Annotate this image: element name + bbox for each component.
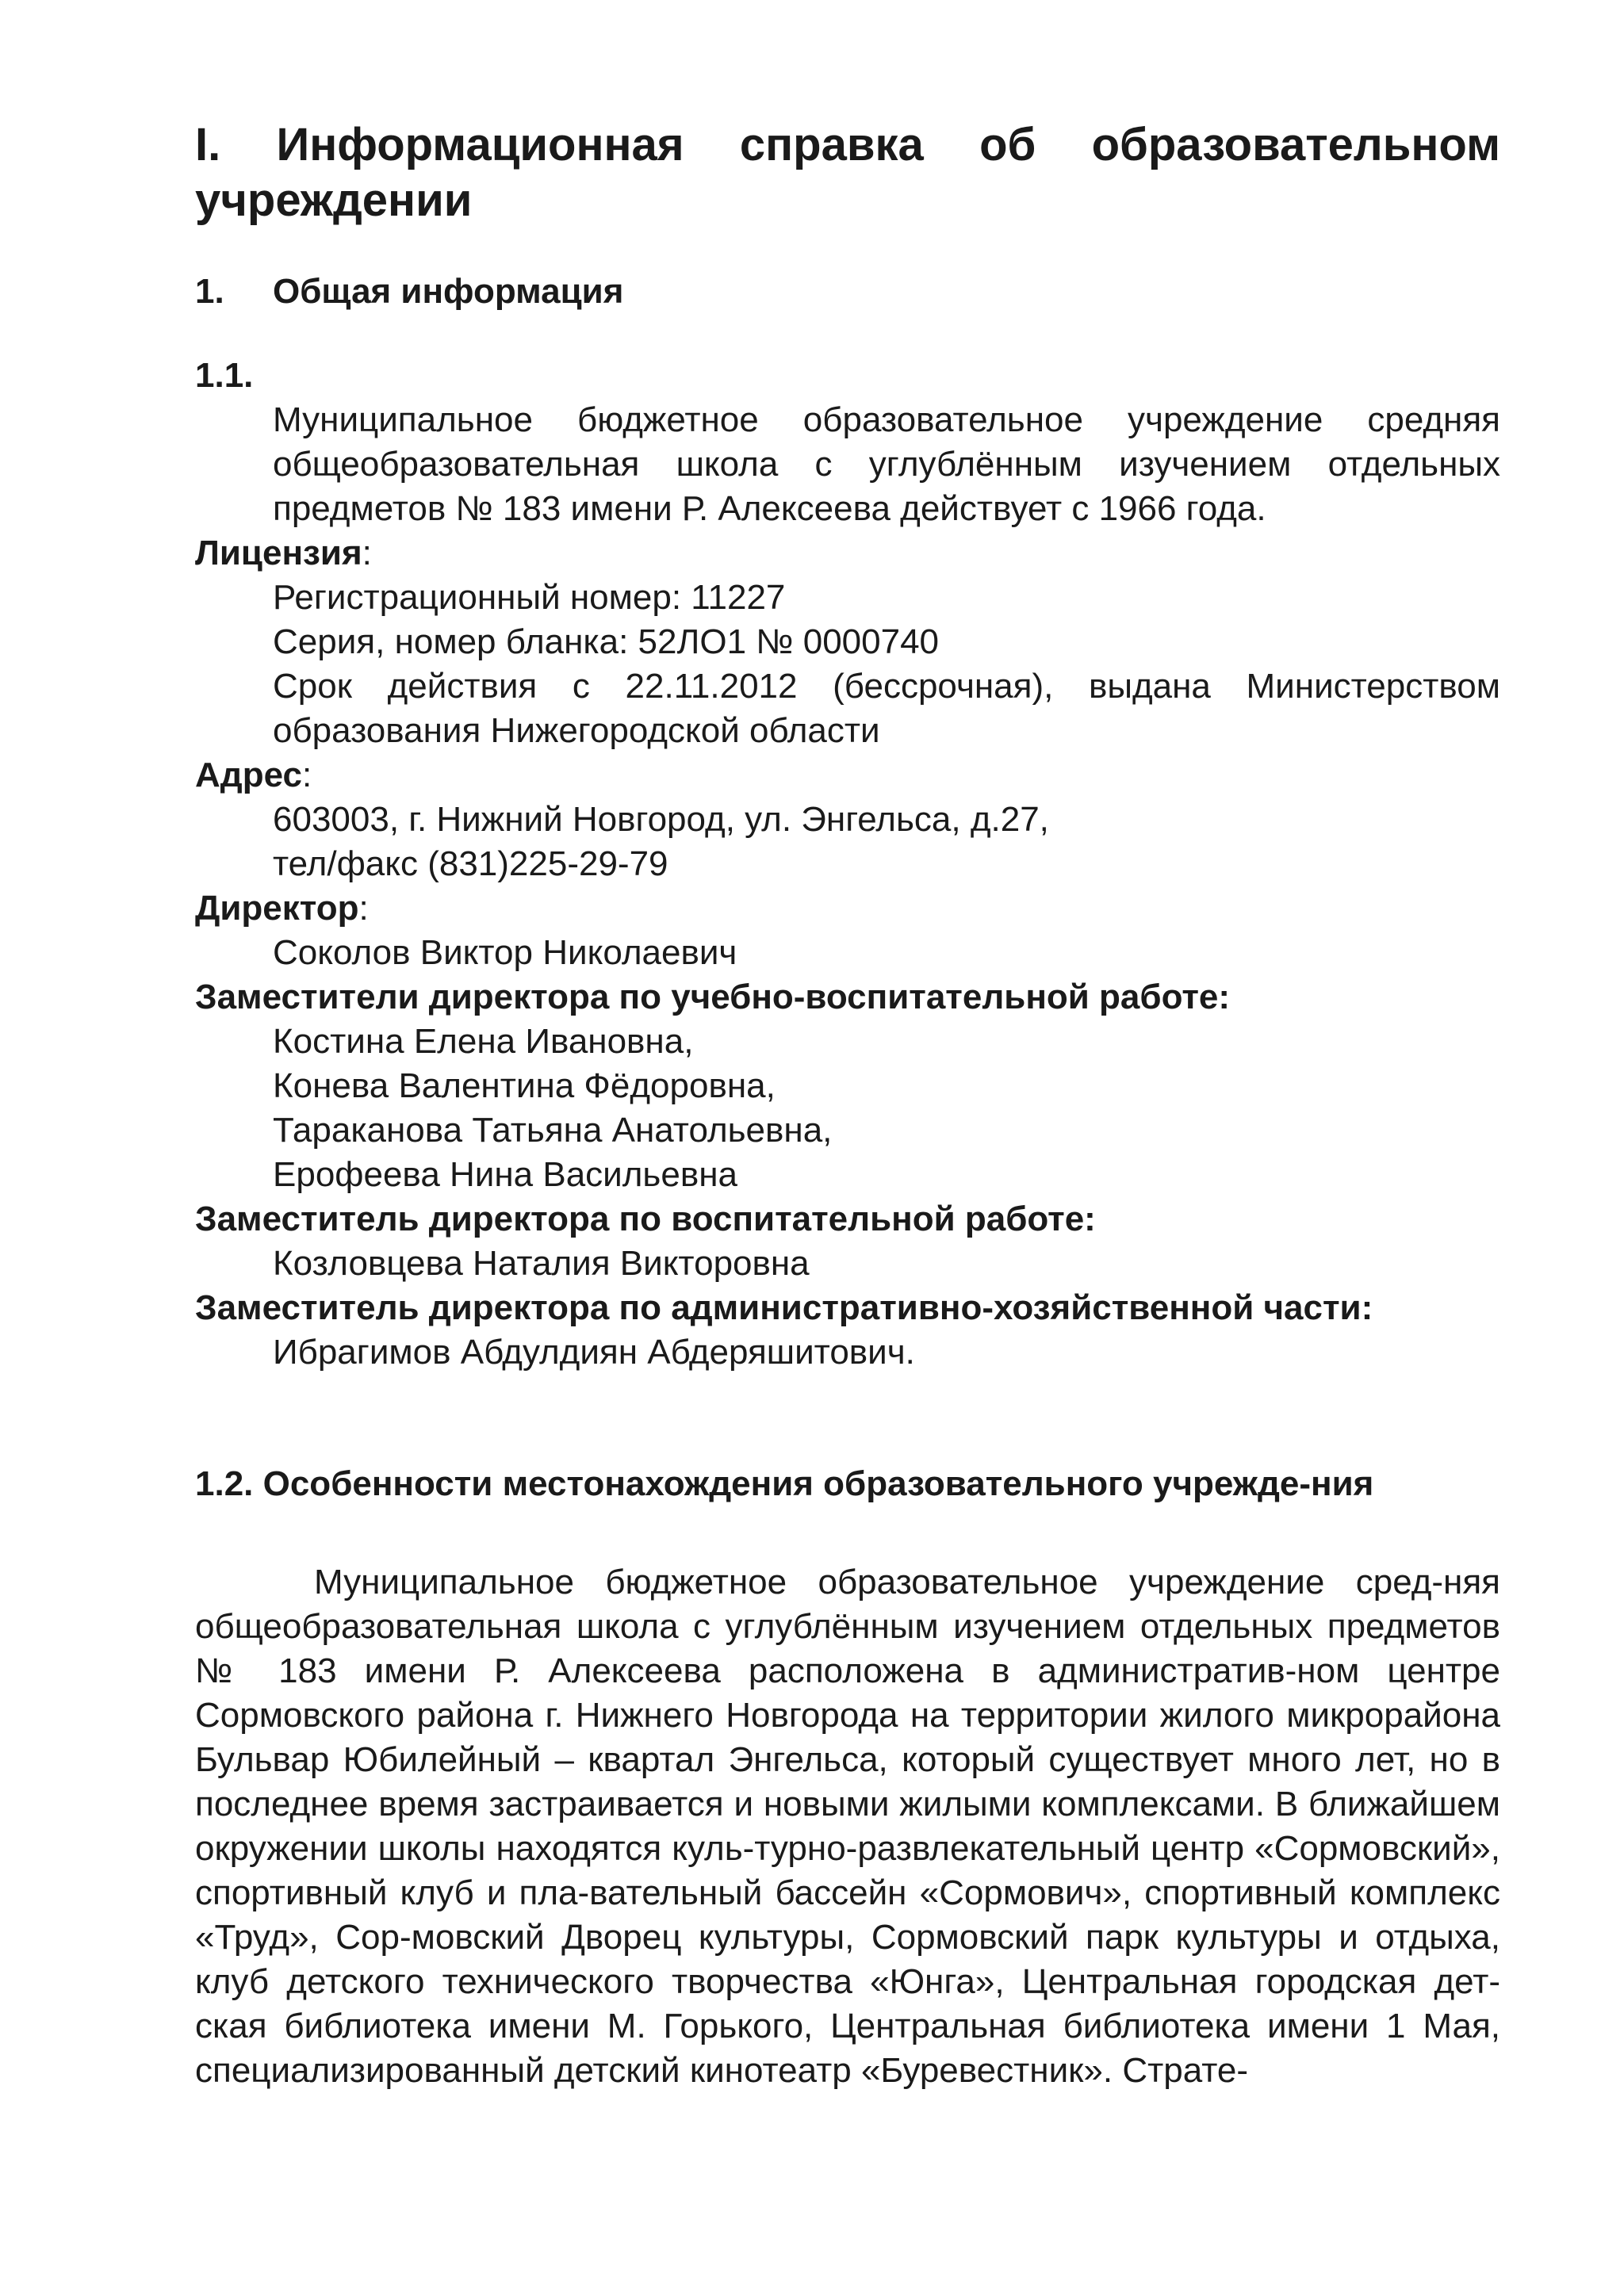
address-street: 603003, г. Нижний Новгород, ул. Энгельса, д.27, [273,800,1049,839]
section-1-2-body: Муниципальное бюджетное образовательное учреждение сред-няя общеобразовательная школа с углублённым изучением отдельных предметов № 183 имени Р. Алексеева расположена в административ-ном центре Сормовского района г. Нижнего Новгорода на территории жилого микрорайона Бульвар Юбилейный – квартал Энгельса, который существует много лет, но в последнее время застраивается и новыми жилыми комплексами. В ближайшем окружении школы находятся куль-турно-развлекательный центр «Сормовский», спортивный клуб и пла-вательный бассейн «Сормович», спортивный комплекс «Труд», Сор-мовский Дворец культуры, Сормовский парк культуры и отдыха, клуб детского технического творчества «Юнга», Центральная городская дет-ская библиотека имени М. Горького, Центральная библиотека имени 1 Мая, специализированный детский кинотеатр «Буревестник». Страте- [195,1563,1500,2090]
deputy-edu-name: Конева Валентина Фёдоровна, [273,1066,776,1105]
deputy-upbringing-label: Заместитель директора по воспитательной работе: [195,1200,1096,1238]
director-name: Соколов Виктор Николаевич [273,933,737,972]
section-1-heading [195,270,1500,314]
license-reg-number: Регистрационный номер: 11227 [273,578,786,617]
deputy-edu-name: Ерофеева Нина Васильевна [273,1155,737,1194]
license-series: Серия, номер бланка: 52ЛО1 № 0000740 [273,622,940,661]
license-validity: Срок действия с 22.11.2012 (бессрочная), выдана Министерством образования Нижегородской области [273,667,1500,750]
deputy-admin-label: Заместитель директора по административно-хозяйственной части: [195,1288,1373,1327]
deputies-edu-label: Заместители директора по учебно-воспитательной работе: [195,978,1231,1016]
section-1-1-number: 1.1. [195,356,254,395]
deputy-upbringing-name: Козловцева Наталия Викторовна [273,1244,810,1283]
section-1-1-intro: Муниципальное бюджетное образовательное учреждение средняя общеобразовательная школа с углублённым изучением отдельных предметов № 183 имени Р. Алексеева действует с 1966 года. [273,400,1500,528]
document-page [195,117,1500,2093]
section-1-2-heading: 1.2. Особенности местонахождения образовательного учрежде-ния [195,1464,1374,1503]
license-label: Лицензия: [195,534,372,572]
address-label: Адрес: [195,756,312,794]
section-1-number: 1. [195,272,224,311]
license-label-text: Лицензия [195,534,362,572]
page-title: I. Информационная справка об образовательном учреждении [195,119,1500,226]
director-label: Директор: [195,889,369,928]
deputy-admin-name: Ибрагимов Абдулдиян Абдеряшитович. [273,1333,915,1372]
director-label-text: Директор [195,889,359,928]
deputy-edu-name: Костина Елена Ивановна, [273,1022,694,1061]
address-label-text: Адрес [195,756,302,794]
address-phone: тел/факс (831)225-29-79 [273,844,668,883]
deputy-edu-name: Тараканова Татьяна Анатольевна, [273,1111,833,1150]
section-1-title: Общая информация [273,272,624,311]
